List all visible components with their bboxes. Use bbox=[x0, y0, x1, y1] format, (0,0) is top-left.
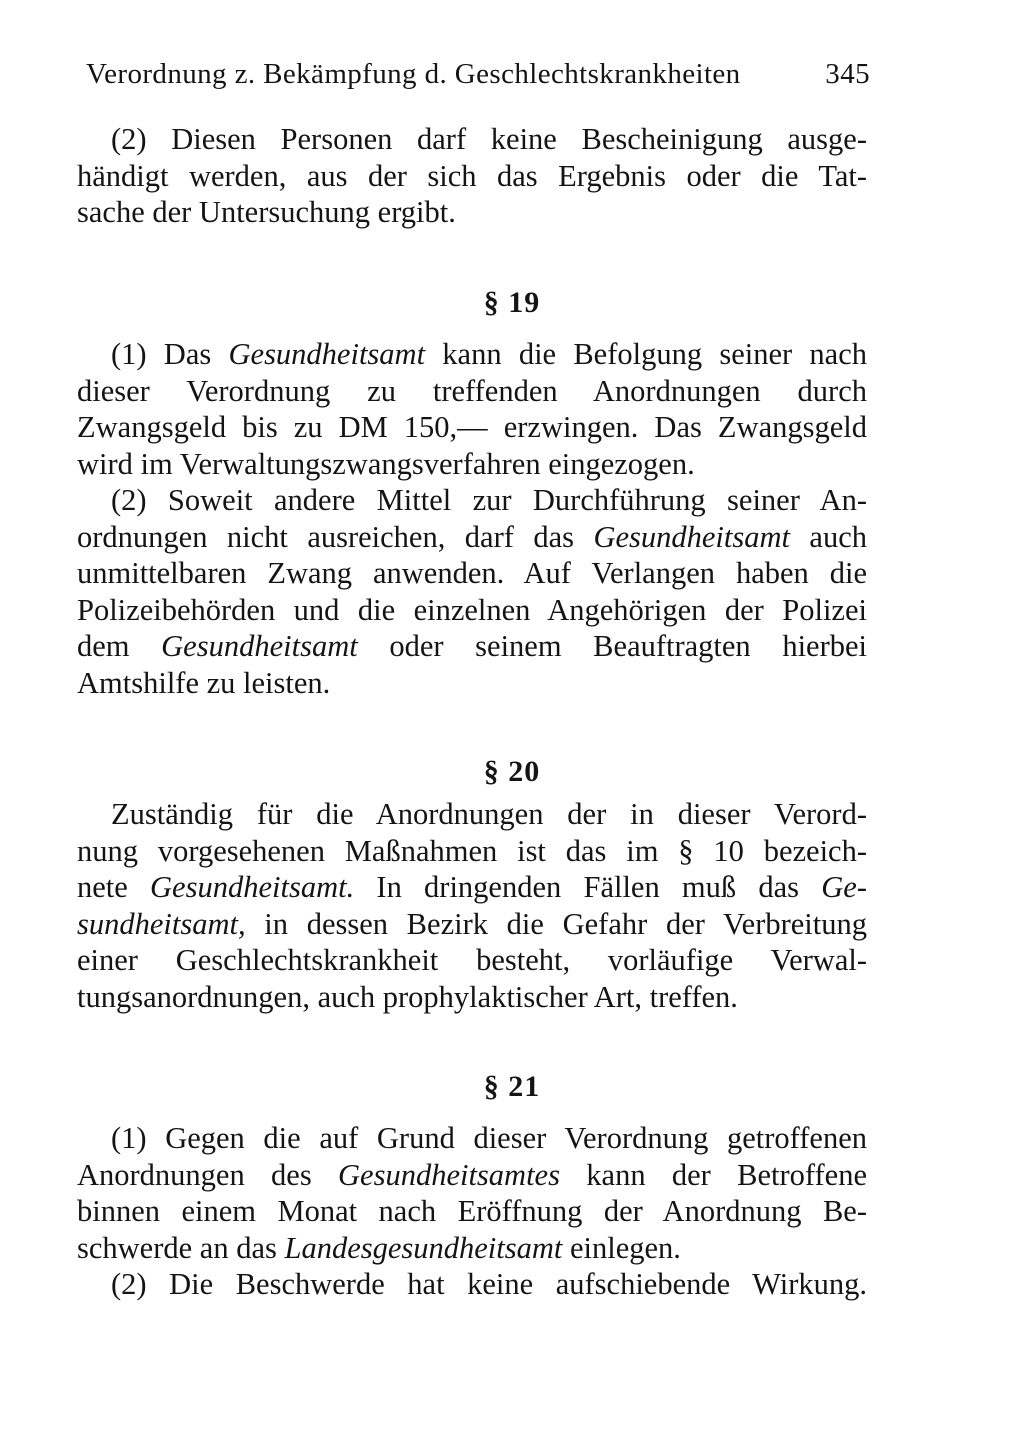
running-header bbox=[86, 58, 870, 91]
text-line: tungsanordnungen, auch prophylaktischer Art, treffen. bbox=[77, 979, 738, 1014]
paragraph-19-1 bbox=[77, 336, 867, 482]
emphasis: Landesgesundheitsamt bbox=[284, 1230, 563, 1265]
text-line: ordnungen nicht ausreichen, darf das Gesundheitsamt auch bbox=[77, 519, 868, 554]
text-line: (1) Gegen die auf Grund dieser Verordnung getroffenen bbox=[111, 1121, 867, 1155]
paragraph-21-2 bbox=[77, 1266, 867, 1303]
text-line: dieser Verordnung zu treffenden Anordnungen durch bbox=[77, 373, 867, 408]
text-line: schwerde an das Landesgesundheitsamt einlegen. bbox=[77, 1230, 681, 1265]
page-number: 345 bbox=[825, 58, 870, 90]
emphasis: Gesundheitsamt bbox=[228, 337, 426, 371]
paragraph-19-2 bbox=[77, 482, 867, 701]
text-line: (2) Soweit andere Mittel zur Durchführung seiner An- bbox=[111, 483, 867, 517]
text-line: wird im Verwaltungszwangsverfahren eingezogen. bbox=[77, 446, 695, 481]
section-heading-21: § 21 bbox=[483, 1070, 541, 1103]
text-line: Polizeibehörden und die einzelnen Angehörigen der Polizei bbox=[77, 592, 867, 627]
emphasis: Gesundheitsamt. bbox=[150, 870, 355, 904]
text-line: (1) Das Gesundheitsamt kann die Befolgung seiner nach bbox=[111, 337, 867, 371]
text-line: Amtshilfe zu leisten. bbox=[77, 665, 331, 700]
emphasis: Gesundheitsamt bbox=[161, 629, 358, 663]
text-line: Zwangsgeld bis zu DM 150,— erzwingen. Das Zwangsgeld bbox=[77, 410, 867, 444]
text-line: sundheitsamt, in dessen Bezirk die Gefahr der Verbreitung bbox=[77, 906, 867, 941]
paragraph-18-2 bbox=[77, 121, 867, 231]
running-title: Verordnung z. Bekämpfung d. Geschlechtskrankheiten bbox=[86, 58, 741, 90]
section-heading-19: § 19 bbox=[483, 286, 541, 319]
text-line: einer Geschlechtskrankheit besteht, vorläufige Verwal- bbox=[77, 943, 867, 977]
emphasis: Ge- bbox=[821, 870, 867, 904]
section-heading-20: § 20 bbox=[483, 755, 541, 788]
text-line: (2) Die Beschwerde hat keine aufschiebende Wirkung. bbox=[111, 1267, 867, 1301]
text-line: dem Gesundheitsamt oder seinem Beauftragten hierbei bbox=[77, 629, 867, 663]
text-line: binnen einem Monat nach Eröffnung der Anordnung Be- bbox=[77, 1194, 867, 1228]
emphasis: sundheitsamt, bbox=[77, 906, 246, 941]
text-line: nete Gesundheitsamt. In dringenden Fällen muß das Ge- bbox=[77, 870, 867, 904]
text-line: Zuständig für die Anordnungen der in dieser Verord- bbox=[111, 797, 867, 831]
text-line: Anordnungen des Gesundheitsamtes kann der Betroffene bbox=[77, 1157, 867, 1192]
paragraph-21-1 bbox=[77, 1120, 867, 1266]
text-line: unmittelbaren Zwang anwenden. Auf Verlangen haben die bbox=[77, 556, 867, 590]
emphasis: Gesundheitsamtes bbox=[338, 1157, 560, 1192]
text-line: (2) Diesen Personen darf keine Bescheinigung ausge- bbox=[111, 122, 867, 156]
paragraph-20 bbox=[77, 796, 867, 1015]
text-line: sache der Untersuchung ergibt. bbox=[77, 195, 456, 229]
emphasis: Gesundheitsamt bbox=[593, 519, 790, 554]
text-line: nung vorgesehenen Maßnahmen ist das im § 10 bezeich- bbox=[77, 833, 867, 868]
text-line: händigt werden, aus der sich das Ergebnis oder die Tat- bbox=[77, 158, 867, 193]
